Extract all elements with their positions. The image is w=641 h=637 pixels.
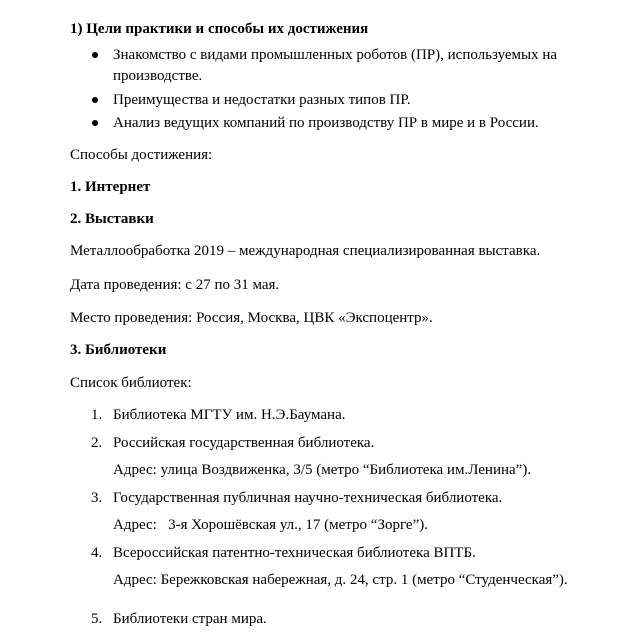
library-5-number: 5. xyxy=(91,611,103,627)
bullet-icon xyxy=(92,120,98,126)
library-4-number: 4. xyxy=(91,545,103,561)
library-3-address: Адрес: 3-я Хорошёвская ул., 17 (метро “Зорге”). xyxy=(113,517,428,533)
section-libraries: 3. Библиотеки xyxy=(70,342,167,358)
section-exhibitions: 2. Выставки xyxy=(70,211,154,227)
library-4-name: Всероссийская патентно-техническая библиотека ВПТБ. xyxy=(113,545,476,561)
goal-item-2: Преимущества и недостатки разных типов ПР. xyxy=(113,92,411,108)
library-list-label: Список библиотек: xyxy=(70,375,192,391)
goal-item-3: Анализ ведущих компаний по производству ПР в мире и в России. xyxy=(113,115,539,131)
exhibition-place: Место проведения: Россия, Москва, ЦВК «Экспоцентр». xyxy=(70,310,433,326)
library-1-name: Библиотека МГТУ им. Н.Э.Баумана. xyxy=(113,407,346,423)
library-3-name: Государственная публичная научно-техническая библиотека. xyxy=(113,490,503,506)
exhibition-name: Металлообработка 2019 – международная специализированная выставка. xyxy=(70,243,541,259)
library-2-name: Российская государственная библиотека. xyxy=(113,435,375,451)
library-5-name: Библиотеки стран мира. xyxy=(113,611,267,627)
methods-label: Способы достижения: xyxy=(70,147,213,163)
library-2-address: Адрес: улица Воздвиженка, 3/5 (метро “Библиотека им.Ленина”). xyxy=(113,462,532,478)
library-3-number: 3. xyxy=(91,490,103,506)
bullet-icon xyxy=(92,52,98,58)
exhibition-date: Дата проведения: с 27 по 31 мая. xyxy=(70,277,280,293)
section-internet: 1. Интернет xyxy=(70,179,151,195)
library-4-address: Адрес: Бережковская набережная, д. 24, стр. 1 (метро “Студенческая”). xyxy=(113,572,568,588)
section-heading: 1) Цели практики и способы их достижения xyxy=(70,21,369,37)
bullet-icon xyxy=(92,97,98,103)
goal-item-1-line-1: Знакомство с видами промышленных роботов (ПР), используемых на xyxy=(113,47,558,63)
library-1-number: 1. xyxy=(91,407,103,423)
library-2-number: 2. xyxy=(91,435,103,451)
goal-item-1-line-2: производстве. xyxy=(113,68,203,84)
